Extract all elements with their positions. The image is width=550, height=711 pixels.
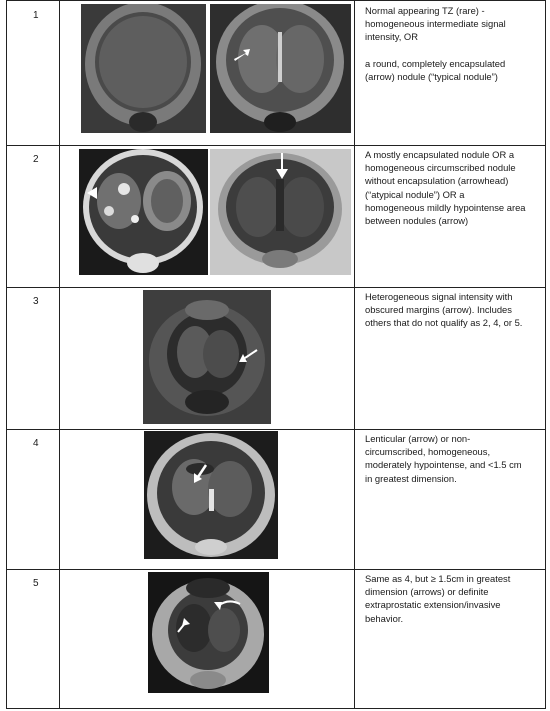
description-line: in greatest dimension. [365, 472, 457, 484]
category-description [365, 432, 543, 485]
description-line: (“atypical nodule”) OR a [365, 188, 465, 200]
description-line: obscured margins (arrow). Includes [365, 304, 512, 316]
description-line: homogeneous circumscribed nodule [365, 162, 516, 174]
category-description [365, 148, 543, 227]
category-description [365, 572, 543, 625]
table-row [7, 287, 545, 429]
mri-normal-tz-image [81, 4, 206, 133]
table-row [7, 1, 545, 145]
table-row [7, 429, 545, 569]
score-number: 3 [33, 296, 39, 307]
mri-hypointense-area-image [210, 149, 351, 275]
score-number: 2 [33, 154, 39, 165]
mri-large-lesion-image [148, 572, 269, 693]
description-line: A mostly encapsulated nodule OR a [365, 149, 515, 160]
mri-encapsulated-nodule-image [210, 4, 351, 133]
description-line: circumscribed, homogeneous, [365, 446, 491, 458]
description-line: dimension (arrows) or definite [365, 586, 489, 598]
description-line: a round, completely encapsulated [365, 57, 506, 69]
description-line: Normal appearing TZ (rare) - [365, 5, 485, 16]
description-line: others that do not qualify as 2, 4, or 5. [365, 317, 523, 329]
description-line: homogeneous mildly hypointense area [365, 201, 526, 213]
description-line: Same as 4, but ≥ 1.5cm in greatest [365, 573, 511, 584]
mri-lenticular-image [144, 431, 278, 559]
description-line: between nodules (arrow) [365, 215, 469, 227]
score-number: 4 [33, 438, 39, 449]
description-spacer [365, 44, 543, 57]
description-line: Heterogeneous signal intensity with [365, 291, 513, 302]
description-line: (arrow) nodule (“typical nodule”) [365, 70, 498, 82]
score-number: 5 [33, 578, 39, 589]
pi-rads-tz-table [6, 0, 546, 709]
mri-atypical-nodule-image [79, 149, 208, 275]
table-row [7, 569, 545, 710]
category-description [365, 290, 543, 330]
category-description [365, 4, 543, 83]
mri-heterogeneous-image [143, 290, 271, 424]
description-line: behavior. [365, 612, 404, 624]
description-line: intensity, OR [365, 31, 418, 43]
description-line: extraprostatic extension/invasive [365, 599, 501, 611]
description-line: Lenticular (arrow) or non- [365, 433, 471, 444]
description-line: homogeneous intermediate signal [365, 18, 506, 30]
table-row [7, 145, 545, 287]
score-number: 1 [33, 10, 39, 21]
description-line: without encapsulation (arrowhead) [365, 175, 509, 187]
description-line: moderately hypointense, and <1.5 cm [365, 459, 522, 471]
